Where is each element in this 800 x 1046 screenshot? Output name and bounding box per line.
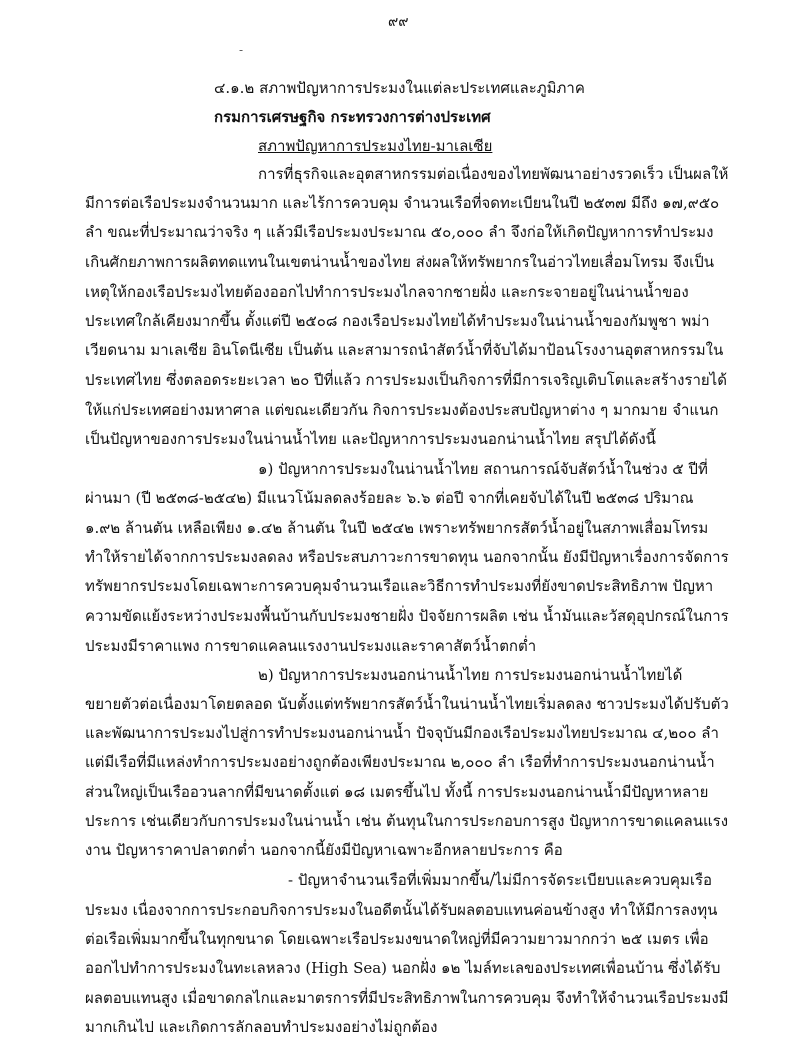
list-item-heading: ๒) ปัญหาการประมงนอกน่านน้ำไทย การประมงนอกน่านน้ำไทยได้ <box>258 666 683 684</box>
paragraph-line: ขยายตัวต่อเนื่องมาโดยตลอด นับตั้งแต่ทรัพยากรสัตว์น้ำในน่านน้ำไทยเริ่มลดลง ชาวประมงได้ปรับตัว <box>85 695 729 713</box>
paragraph-line: มากเกินไป และเกิดการลักลอบทำประมงอย่างไม่ถูกต้อง <box>85 1018 438 1036</box>
section-heading: ๔.๑.๒ สภาพปัญหาการประมงในแต่ละประเทศและภูมิภาค <box>214 79 585 97</box>
paragraph-line: ประเทศใกล้เคียงมากขึ้น ตั้งแต่ปี ๒๕๐๘ กองเรือประมงไทยได้ทำประมงในน่านน้ำของกัมพูชา พม่า <box>85 312 710 330</box>
department-heading: กรมการเศรษฐกิจ กระทรวงการต่างประเทศ <box>214 108 491 126</box>
list-item-heading: ๑) ปัญหาการประมงในน่านน้ำไทย สถานการณ์จับสัตว์น้ำในช่วง ๕ ปีที่ <box>258 460 708 478</box>
paragraph-line: เหตุให้กองเรือประมงไทยต้องออกไปทำการประมงไกลจากชายฝั่ง และกระจายอยู่ในน่านน้ำของ <box>85 283 689 301</box>
paragraph-line: แต่มีเรือที่มีแหล่งทำการประมงอย่างถูกต้องเพียงประมาณ ๒,๐๐๐ ลำ เรือที่ทำการประมงนอกน่านน้ำ <box>85 753 715 771</box>
paragraph-line: ความขัดแย้งระหว่างประมงพื้นบ้านกับประมงชายฝั่ง ปัจจัยการผลิต เช่น น้ำมันและวัสดุอุปกรณ์ในการ <box>85 607 729 625</box>
paragraph-line: ส่วนใหญ่เป็นเรืออวนลากที่มีขนาดตั้งแต่ ๑๘ เมตรขึ้นไป ทั้งนี้ การประมงนอกน่านน้ำมีปัญหาหลาย <box>85 783 709 801</box>
paragraph-line: ผลตอบแทนสูง เมื่อขาดกลไกและมาตรการที่มีประสิทธิภาพในการควบคุม จึงทำให้จำนวนเรือประมงมี <box>85 989 729 1007</box>
paragraph-line: เวียดนาม มาเลเซีย อินโดนีเซีย เป็นต้น และสามารถนำสัตว์น้ำที่จับได้มาป้อนโรงงานอุตสาหกรรมใน <box>85 341 724 359</box>
bullet-item: - ปัญหาจำนวนเรือที่เพิ่มมากขึ้น/ไม่มีการจัดระเบียบและควบคุมเรือ <box>288 871 713 889</box>
paragraph-line: ประมง เนื่องจากการประกอบกิจการประมงในอดีตนั้นได้รับผลตอบแทนค่อนข้างสูง ทำให้มีการลงทุน <box>85 901 718 919</box>
paragraph-line: ประเทศไทย ซึ่งตลอดระยะเวลา ๒๐ ปีที่แล้ว การประมงเป็นกิจการที่มีการเจริญเติบโตและสร้างรายได้ <box>85 371 727 389</box>
paragraph-line: ออกไปทำการประมงในทะเลหลวง (High Sea) นอกฝั่ง ๑๒ ไมล์ทะเลของประเทศเพื่อนบ้าน ซึ่งได้รับ <box>85 959 721 977</box>
paragraph-line: การที่ธุรกิจและอุตสาหกรรมต่อเนื่องของไทยพัฒนาอย่างรวดเร็ว เป็นผลให้ <box>258 165 729 183</box>
paragraph-line: ประการ เช่นเดียวกับการประมงในน่านน้ำ เช่น ต้นทุนในการประกอบการสูง ปัญหาการขาดแคลนแรง <box>85 812 729 830</box>
paragraph-line: เป็นปัญหาของการประมงในน่านน้ำไทย และปัญหาการประมงนอกน่านน้ำไทย สรุปได้ดังนี้ <box>85 430 656 448</box>
page-number: ๙๙ <box>388 14 409 30</box>
paragraph-line: ประมงมีราคาแพง การขาดแคลนแรงงานประมงและราคาสัตว์น้ำตกต่ำ <box>85 637 537 655</box>
paragraph-line: ทรัพยากรประมงโดยเฉพาะการควบคุมจำนวนเรือและวิธีการทำประมงที่ยังขาดประสิทธิภาพ ปัญหา <box>85 577 714 595</box>
paragraph-line: ให้แก่ประเทศอย่างมหาศาล แต่ขณะเดียวกัน กิจการประมงต้องประสบปัญหาต่าง ๆ มากมาย จำแนก <box>85 401 719 419</box>
margin-mark: - <box>239 43 244 57</box>
paragraph-line: และพัฒนาการประมงไปสู่การทำประมงนอกน่านน้ำ ปัจจุบันมีกองเรือประมงไทยประมาณ ๔,๒๐๐ ลำ <box>85 724 719 742</box>
paragraph-line: ต่อเรือเพิ่มมากขึ้นในทุกขนาด โดยเฉพาะเรือประมงขนาดใหญ่ที่มีความยาวมากกว่า ๒๕ เมตร เพื่อ <box>85 930 709 948</box>
paragraph-line: งาน ปัญหาราคาปลาตกต่ำ นอกจากนี้ยังมีปัญหาเฉพาะอีกหลายประการ คือ <box>85 841 563 859</box>
paragraph-line: เกินศักยภาพการผลิตทดแทนในเขตน่านน้ำของไทย ส่งผลให้ทรัพยากรในอ่าวไทยเสื่อมโทรม จึงเป็น <box>85 253 715 271</box>
paragraph-line: ทำให้รายได้จากการประมงลดลง หรือประสบภาวะการขาดทุน นอกจากนั้น ยังมีปัญหาเรื่องการจัดการ <box>85 548 729 566</box>
paragraph-line: ๑.๙๒ ล้านตัน เหลือเพียง ๑.๔๒ ล้านตัน ในปี ๒๕๔๒ เพราะทรัพยากรสัตว์น้ำอยู่ในสภาพเสื่อมโทรม <box>85 519 709 537</box>
subheading: สภาพปัญหาการประมงไทย-มาเลเซีย <box>258 137 493 155</box>
paragraph-line: ผ่านมา (ปี ๒๕๓๘-๒๕๔๒) มีแนวโน้มลดลงร้อยละ ๖.๖ ต่อปี จากที่เคยจับได้ในปี ๒๕๓๘ ปริมาณ <box>85 489 694 507</box>
paragraph-line: ลำ ขณะที่ประมาณว่าจริง ๆ แล้วมีเรือประมงประมาณ ๕๐,๐๐๐ ลำ จึงก่อให้เกิดปัญหาการทำประมง <box>85 223 714 241</box>
paragraph-line: มีการต่อเรือประมงจำนวนมาก และไร้การควบคุม จำนวนเรือที่จดทะเบียนในปี ๒๕๓๗ มีถึง ๑๗,๙๕๐ <box>85 194 720 212</box>
